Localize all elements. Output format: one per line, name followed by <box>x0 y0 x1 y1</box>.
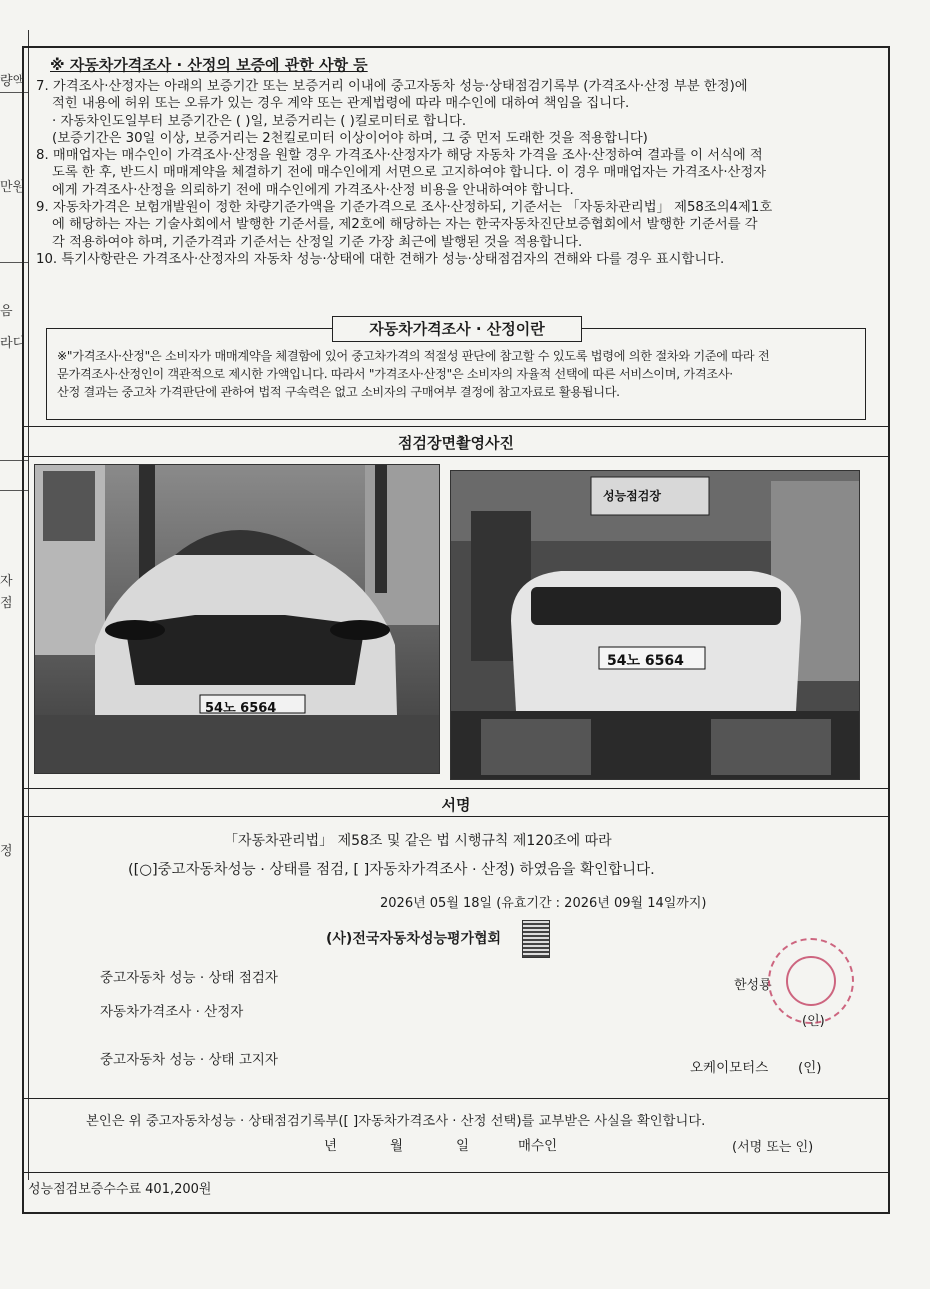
definition-line: 산정 결과는 중고차 가격판단에 관하여 법적 구속력은 없고 소비자의 구매여부 결정에 참고자료로 활용됩니다. <box>57 385 620 399</box>
photos-title: 점검장면촬영사진 <box>398 434 514 452</box>
inspector-label: 중고자동차 성능 · 상태 점검자 <box>100 970 278 986</box>
note-9: 9. 자동차가격은 보험개발원이 정한 차량기준가액을 기준가격으로 조사·산정하되, 기준서는 「자동차관리법」 제58조의4제1호 <box>36 200 773 216</box>
margin-fragment: 자 <box>0 574 13 589</box>
warranty-title: ※ 자동차가격조사 · 산정의 보증에 관한 사항 등 <box>50 56 368 74</box>
warranty-notes <box>36 78 886 268</box>
buyer-sign-label: (서명 또는 인) <box>732 1140 814 1155</box>
definition-title: 자동차가격조사 · 산정이란 <box>332 316 582 342</box>
margin-fragment: 량액 <box>0 74 26 89</box>
margin-fragment: 정 <box>0 844 13 859</box>
note-7-period: · 자동차인도일부터 보증기간은 ( )일, 보증거리는 ( )킬로미터로 합니다. <box>52 113 467 129</box>
organization-name: (사)전국자동차성능평가협회 <box>326 931 502 947</box>
issue-date: 2026년 05월 18일 (유효기간 : 2026년 09월 14일까지) <box>380 896 707 911</box>
organization-seal <box>522 920 550 958</box>
inspector-name: 한성룡 <box>734 978 772 993</box>
receipt-text: 본인은 위 중고자동차성능 · 상태점검기록부([ ]자동차가격조사 · 산정 선택)를 교부받은 사실을 확인합니다. <box>86 1114 706 1129</box>
date-month-label: 월 <box>390 1138 404 1154</box>
rear-sign-text: 성능점검장 <box>603 489 661 503</box>
date-day-label: 일 <box>456 1138 470 1154</box>
front-view-photo <box>34 464 440 774</box>
notifier-seal-label: (인) <box>798 1060 822 1076</box>
margin-fragment: 점 <box>0 596 13 611</box>
confirm-text: ([○]중고자동차성능 · 상태를 점검, [ ]자동차가격조사 · 산정) 하였음을 확인합니다. <box>128 862 655 878</box>
margin-fragment: 만원 <box>0 180 26 195</box>
rear-plate-text: 54노 6564 <box>607 653 684 669</box>
rear-view-photo <box>450 470 860 780</box>
notifier-label: 중고자동차 성능 · 상태 고지자 <box>100 1052 278 1068</box>
notifier-name: 오케이모터스 <box>690 1060 769 1076</box>
definition-text <box>57 347 857 401</box>
definition-line: 문가격조사·산정인이 객관적으로 제시한 가액입니다. 따라서 "가격조사·산정"은 소비자의 자율적 선택에 따른 서비스이며, 가격조사· <box>57 367 733 381</box>
fee-text: 성능점검보증수수료 401,200원 <box>28 1182 212 1197</box>
signature-title: 서명 <box>441 796 471 814</box>
buyer-label: 매수인 <box>518 1138 558 1154</box>
note-7-cont: 적힌 내용에 허위 또는 오류가 있는 경우 계약 또는 관계법령에 따라 매수인에 대하여 책임을 집니다. <box>52 96 630 112</box>
margin-fragment: 라디 <box>0 336 26 351</box>
note-7-rule: (보증기간은 30일 이상, 보증거리는 2천킬로미터 이상이어야 하며, 그 중 먼저 도래한 것을 적용합니다) <box>52 130 648 146</box>
note-7: 7. 가격조사·산정자는 아래의 보증기간 또는 보증거리 이내에 중고자동차 성능·상태점검기록부 (가격조사·산정 부분 한정)에 <box>36 79 748 94</box>
definition-line: ※"가격조사·산정"은 소비자가 매매계약을 체결함에 있어 중고차가격의 적절성 판단에 참고할 수 있도록 법령에 의한 절차와 기준에 따라 전 <box>57 349 770 363</box>
note-9-cont: 에 해당하는 자는 기술사회에서 발행한 기준서를, 제2호에 해당하는 자는 한국자동차진단보증협회에서 발행한 기준서를 각 <box>52 217 758 233</box>
red-stamp <box>768 938 854 1024</box>
inspection-form <box>22 46 890 1214</box>
note-10: 10. 특기사항란은 가격조사·산정자의 자동차 성능·상태에 대한 견해가 성능·상태점검자의 견해와 다를 경우 표시합니다. <box>36 251 725 267</box>
note-8-cont2: 에게 가격조사·산정을 의뢰하기 전에 매수인에게 가격조사·산정 비용을 안내하여야 합니다. <box>52 182 574 198</box>
inspector-seal-label: (인) <box>802 1014 825 1029</box>
appraiser-label: 자동차가격조사 · 산정자 <box>100 1004 244 1020</box>
front-plate-text: 54노 6564 <box>205 701 277 716</box>
law-text: 「자동차관리법」 제58조 및 같은 법 시행규칙 제120조에 따라 <box>224 833 612 849</box>
margin-fragment: 음 <box>0 304 13 319</box>
date-year-label: 년 <box>324 1138 338 1154</box>
note-8: 8. 매매업자는 매수인이 가격조사·산정을 원할 경우 가격조사·산정자가 해당 자동차 가격을 조사·산정하여 결과를 이 서식에 적 <box>36 148 763 164</box>
note-9-cont2: 각 적용하여야 하며, 기준가격과 기준서는 산정일 기준 가장 최근에 발행된 것을 적용합니다. <box>52 234 583 250</box>
note-8-cont: 도록 한 후, 반드시 매매계약을 체결하기 전에 매수인에게 서면으로 고지하여야 합니다. 이 경우 매매업자는 가격조사·산정자 <box>52 165 767 181</box>
